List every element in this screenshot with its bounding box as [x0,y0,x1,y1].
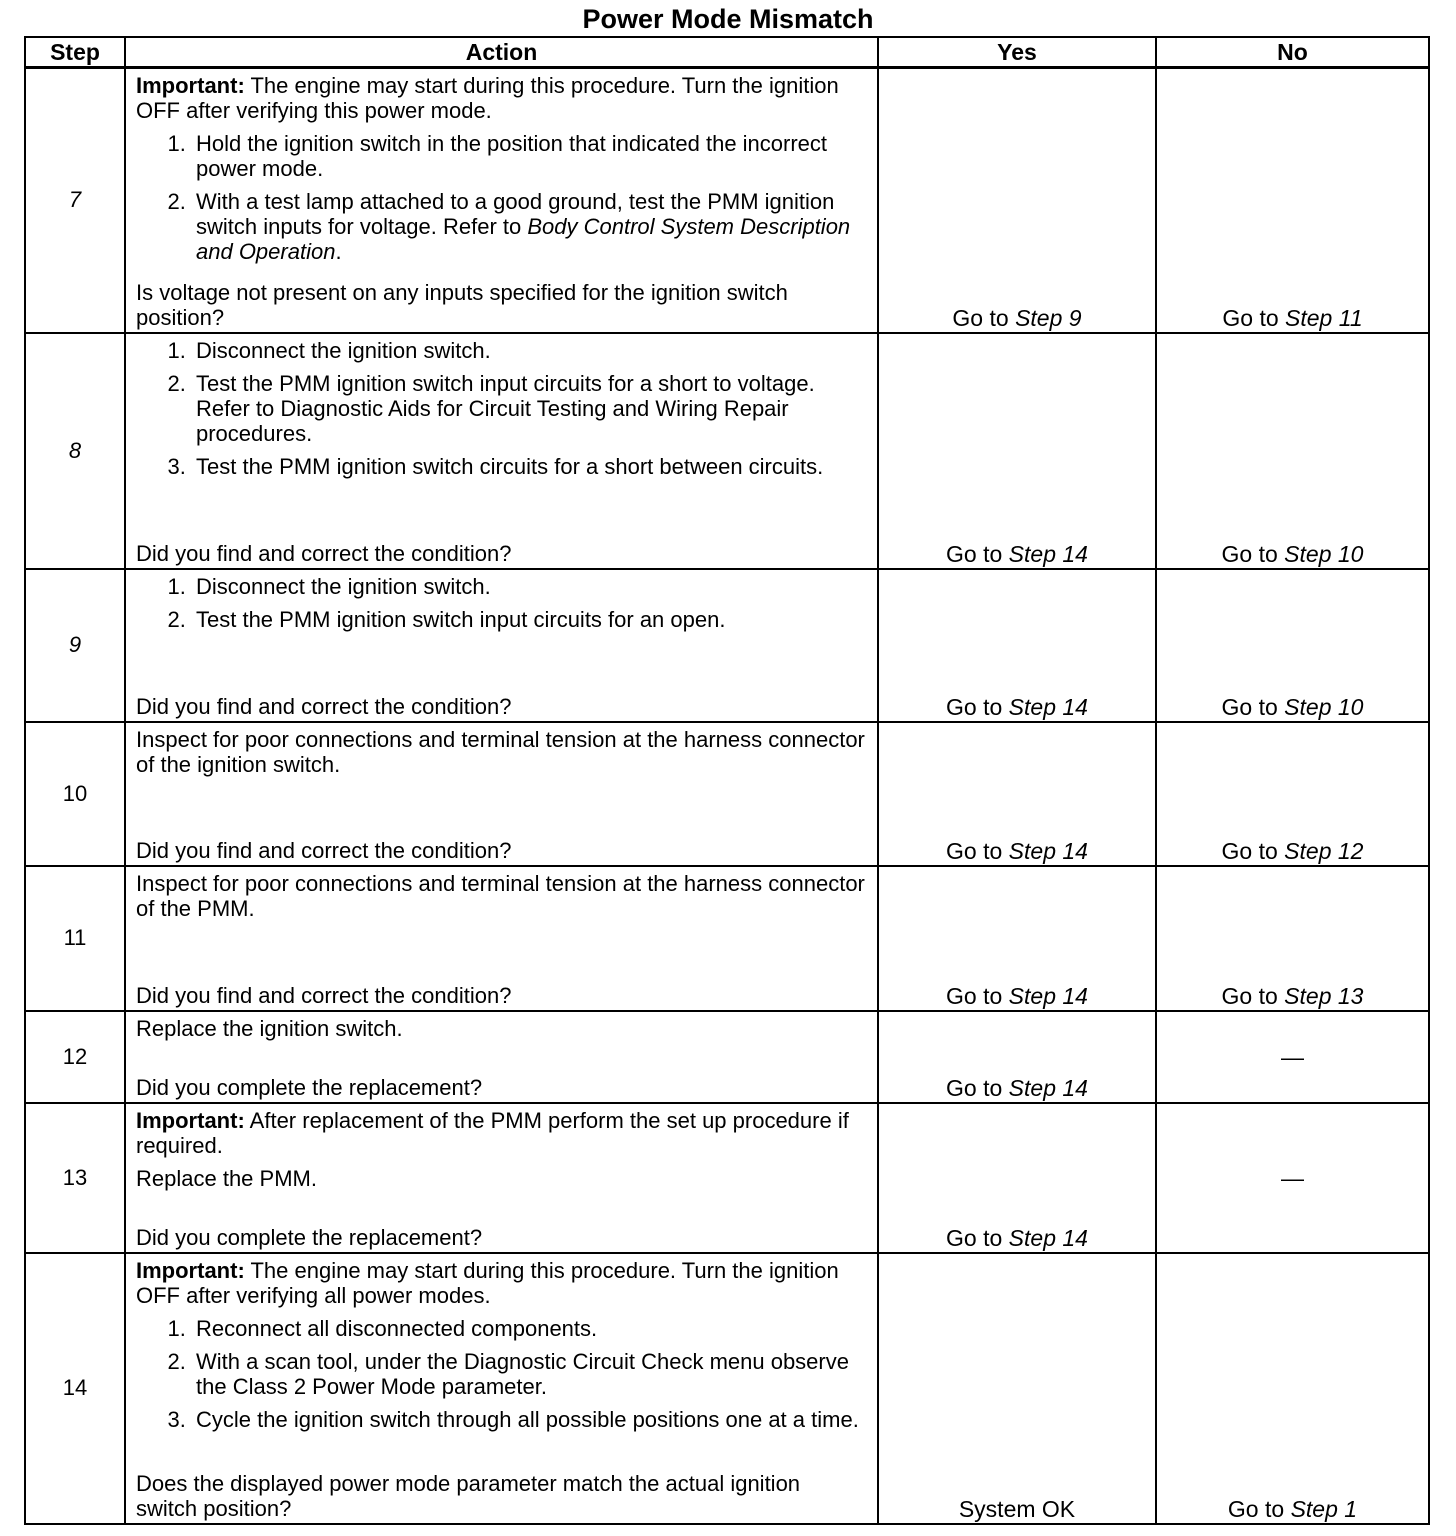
step-number: 13 [25,1103,125,1253]
instruction-text: Inspect for poor connections and terminal tension at the harness connector of the PMM. [136,870,865,921]
question: Did you complete the replacement? [136,1074,483,1100]
instruction-text: Replace the PMM. [136,1165,317,1191]
no-cell-empty: — [1156,1011,1429,1103]
question: Did you find and correct the condition? [136,837,512,863]
procedure-list [136,338,867,479]
table-row [25,569,1429,722]
question: Did you complete the replacement? [136,1224,483,1250]
important-label: Important: [136,1107,245,1133]
question: Did you find and correct the condition? [136,693,512,719]
yes-cell: Go to Step 14 [878,1011,1156,1103]
yes-cell: Go to Step 9 [878,68,1156,333]
question: Is voltage not present on any inputs specified for the ignition switch position? [136,279,788,330]
list-item: 1. Disconnect the ignition switch. [192,574,867,599]
step-number: 14 [25,1253,125,1524]
action-cell [125,1253,878,1524]
important-text: After replacement of the PMM perform the set up procedure if required. [136,1107,849,1158]
yes-step-ref: Step 14 [1008,837,1088,864]
yes-step-ref: Step 9 [1015,304,1082,331]
yes-step-ref: Step 14 [1008,693,1088,720]
no-step-ref: Step 13 [1284,982,1364,1009]
step-number: 8 [25,333,125,569]
procedure-list [136,1316,867,1432]
important-note [136,73,867,123]
important-note [136,1258,867,1308]
important-label: Important: [136,73,245,98]
yes-step-ref: Step 14 [1008,540,1088,567]
no-step-ref: Step 11 [1285,304,1363,331]
yes-step-ref: Step 14 [1008,982,1088,1009]
table-row [25,866,1429,1011]
question: Did you find and correct the condition? [136,982,512,1008]
reference-link-text: Body Control System Description and Operation [196,214,851,264]
action-cell [125,333,878,569]
table-row [25,68,1429,333]
step-number: 12 [25,1011,125,1103]
list-item: 2. Test the PMM ignition switch input circuits for a short to voltage. Refer to Diagnostic Aids for Circuit Testing and Wiring Repair procedures. [192,371,867,446]
table-row [25,1011,1429,1103]
yes-cell: Go to Step 14 [878,722,1156,866]
yes-step-ref: Step 14 [1008,1074,1088,1101]
procedure-list [136,131,867,264]
no-cell: Go to Step 12 [1156,722,1429,866]
yes-cell: Go to Step 14 [878,569,1156,722]
header-row [25,37,1429,68]
list-item: 1. Disconnect the ignition switch. [192,338,867,363]
header-no: No [1156,37,1429,68]
procedure-list [136,574,867,632]
list-item: 2. With a scan tool, under the Diagnostic Circuit Check menu observe the Class 2 Power Mode parameter. [192,1349,867,1399]
yes-cell: Go to Step 14 [878,866,1156,1011]
header-step: Step [25,37,125,68]
question: Does the displayed power mode parameter match the actual ignition switch position? [136,1470,801,1521]
no-cell: Go to Step 13 [1156,866,1429,1011]
diagnostic-table [24,36,1430,1525]
no-cell: Go to Step 10 [1156,569,1429,722]
no-cell: Go to Step 1 [1156,1253,1429,1524]
no-step-ref: Step 12 [1284,837,1364,864]
header-yes: Yes [878,37,1156,68]
action-cell [125,1103,878,1253]
step-number: 10 [25,722,125,866]
list-item: 2. Test the PMM ignition switch input circuits for an open. [192,607,867,632]
table-row [25,1103,1429,1253]
action-cell [125,722,878,866]
yes-cell: Go to Step 14 [878,1103,1156,1253]
yes-cell: Go to Step 14 [878,333,1156,569]
list-item: 3. Test the PMM ignition switch circuits for a short between circuits. [192,454,867,479]
instruction-text: Inspect for poor connections and terminal tension at the harness connector of the ignition switch. [136,726,865,777]
no-cell: Go to Step 11 [1156,68,1429,333]
yes-cell: System OK [878,1253,1156,1524]
action-cell [125,1011,878,1103]
list-item: 1. Reconnect all disconnected components. [192,1316,867,1341]
important-text: The engine may start during this procedure. Turn the ignition OFF after verifying this power mode. [136,73,839,123]
step-number: 9 [25,569,125,722]
important-label: Important: [136,1257,245,1283]
important-text: The engine may start during this procedure. Turn the ignition OFF after verifying all power modes. [136,1257,839,1308]
page-title: Power Mode Mismatch [582,4,874,34]
step-number: 7 [25,68,125,333]
instruction-text: Replace the ignition switch. [136,1015,403,1041]
question: Did you find and correct the condition? [136,540,512,566]
list-item: 3. Cycle the ignition switch through all possible positions one at a time. [192,1407,867,1432]
no-step-ref: Step 1 [1290,1495,1358,1522]
no-step-ref: Step 10 [1284,693,1364,720]
no-step-ref: Step 10 [1284,540,1364,567]
list-item: 1. Hold the ignition switch in the position that indicated the incorrect power mode. [192,131,867,181]
table-row [25,333,1429,569]
important-note [136,1108,867,1158]
table-row [25,1253,1429,1524]
list-item: 2. With a test lamp attached to a good ground, test the PMM ignition switch inputs for voltage. Refer to Body Control System Description and Operation. [192,189,867,264]
action-cell [125,68,878,333]
action-cell [125,569,878,722]
action-cell [125,866,878,1011]
no-cell-empty: — [1156,1103,1429,1253]
step-number: 11 [25,866,125,1011]
no-cell: Go to Step 10 [1156,333,1429,569]
table-row [25,722,1429,866]
header-action: Action [125,37,878,68]
yes-step-ref: Step 14 [1008,1224,1088,1251]
